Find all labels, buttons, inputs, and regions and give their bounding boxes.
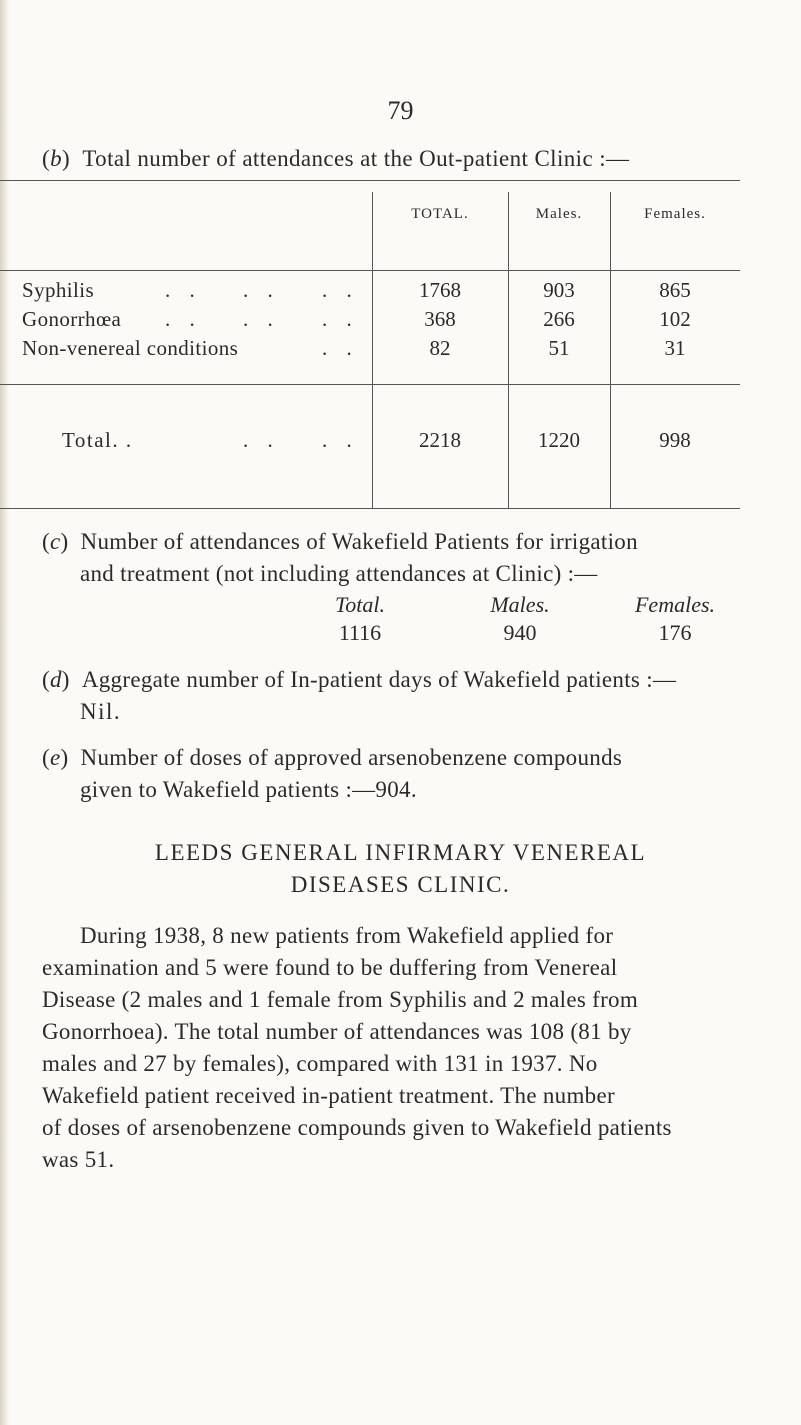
leeds-para-line: Wakefield patient received in-patient treatment. The number bbox=[42, 1083, 615, 1108]
header-males: Males. bbox=[535, 206, 583, 222]
leeds-para-line: males and 27 by females), compared with 131 in 1937. No bbox=[42, 1051, 598, 1076]
leeds-para-line: Disease (2 males and 1 female from Syphilis and 2 males from bbox=[42, 987, 639, 1012]
row-label-non-venereal: Non-venereal conditions bbox=[22, 336, 239, 360]
row-dots: . . bbox=[243, 428, 280, 452]
leeds-title-line1: LEEDS GENERAL INFIRMARY VENEREAL bbox=[154, 840, 647, 865]
cell-non-venereal-females: 31 bbox=[664, 336, 686, 360]
cell-total-males: 1220 bbox=[538, 428, 580, 452]
row-dots: . . bbox=[322, 307, 359, 331]
section-c-header-total: Total. bbox=[335, 592, 385, 617]
section-b-heading: (b) Total number of attendances at the Out-patient Clinic :— bbox=[42, 146, 630, 171]
row-dots: . . bbox=[165, 307, 202, 331]
section-c-label: c bbox=[49, 529, 61, 554]
cell-syphilis-males: 903 bbox=[543, 278, 575, 302]
cell-total-females: 998 bbox=[659, 428, 691, 452]
row-label-gonorrhoea: Gonorrhœa bbox=[22, 307, 122, 331]
cell-gonorrhoea-females: 102 bbox=[659, 307, 691, 331]
section-e-line1: (e) Number of doses of approved arsenobenzene compounds bbox=[42, 745, 623, 770]
section-d-label: d bbox=[49, 667, 62, 692]
leeds-para-line: was 51. bbox=[42, 1147, 115, 1172]
page-number: 79 bbox=[387, 96, 414, 125]
section-c-value-females: 176 bbox=[658, 620, 692, 645]
cell-non-venereal-males: 51 bbox=[548, 336, 570, 360]
header-females: Females. bbox=[644, 206, 706, 222]
row-dots: . . bbox=[322, 278, 359, 302]
section-e-label: e bbox=[49, 745, 61, 770]
header-total: TOTAL. bbox=[411, 206, 469, 222]
row-dots: . . bbox=[322, 336, 359, 360]
table-bottom-rule bbox=[0, 508, 740, 509]
row-label-total: Total. . bbox=[62, 428, 133, 452]
header-rule bbox=[0, 270, 740, 271]
cell-syphilis-total: 1768 bbox=[419, 278, 461, 302]
row-label-syphilis: Syphilis bbox=[22, 278, 95, 302]
cell-total-total: 2218 bbox=[419, 428, 461, 452]
section-c-header-females: Females. bbox=[634, 592, 716, 617]
section-c-header-males: Males. bbox=[490, 592, 550, 617]
row-dots: . . bbox=[243, 307, 280, 331]
cell-gonorrhoea-total: 368 bbox=[424, 307, 456, 331]
section-b-label: b bbox=[50, 146, 62, 171]
leeds-para-line: examination and 5 were found to be duffering from Venereal bbox=[42, 955, 618, 980]
leeds-para-line: During 1938, 8 new patients from Wakefield applied for bbox=[80, 923, 614, 948]
body-rule bbox=[0, 384, 740, 385]
table-top-rule bbox=[0, 180, 740, 181]
section-d-line: (d) Aggregate number of In-patient days of Wakefield patients :— bbox=[42, 667, 677, 692]
leeds-para-line: Gonorrhoea). The total number of attendances was 108 (81 by bbox=[42, 1019, 632, 1044]
leeds-title-line2: DISEASES CLINIC. bbox=[290, 872, 511, 897]
section-e-line2: given to Wakefield patients :—904. bbox=[80, 777, 417, 802]
section-c-line1: (c) Number of attendances of Wakefield Patients for irrigation bbox=[42, 529, 638, 554]
cell-syphilis-females: 865 bbox=[659, 278, 691, 302]
row-dots: . . bbox=[243, 278, 280, 302]
section-c-line2: and treatment (not including attendances at Clinic) :— bbox=[80, 561, 598, 586]
cell-non-venereal-total: 82 bbox=[429, 336, 451, 360]
section-c-value-total: 1116 bbox=[338, 620, 382, 645]
leeds-para-line: of doses of arsenobenzene compounds given to Wakefield patients bbox=[42, 1115, 672, 1140]
section-b-title: Total number of attendances at the Out-patient Clinic :— bbox=[82, 146, 630, 171]
section-c-value-males: 940 bbox=[503, 620, 537, 645]
section-d-value: Nil. bbox=[80, 699, 122, 724]
cell-gonorrhoea-males: 266 bbox=[543, 307, 575, 331]
row-dots: . . bbox=[165, 278, 202, 302]
attendance-table bbox=[0, 178, 740, 512]
row-dots: . . bbox=[322, 428, 359, 452]
